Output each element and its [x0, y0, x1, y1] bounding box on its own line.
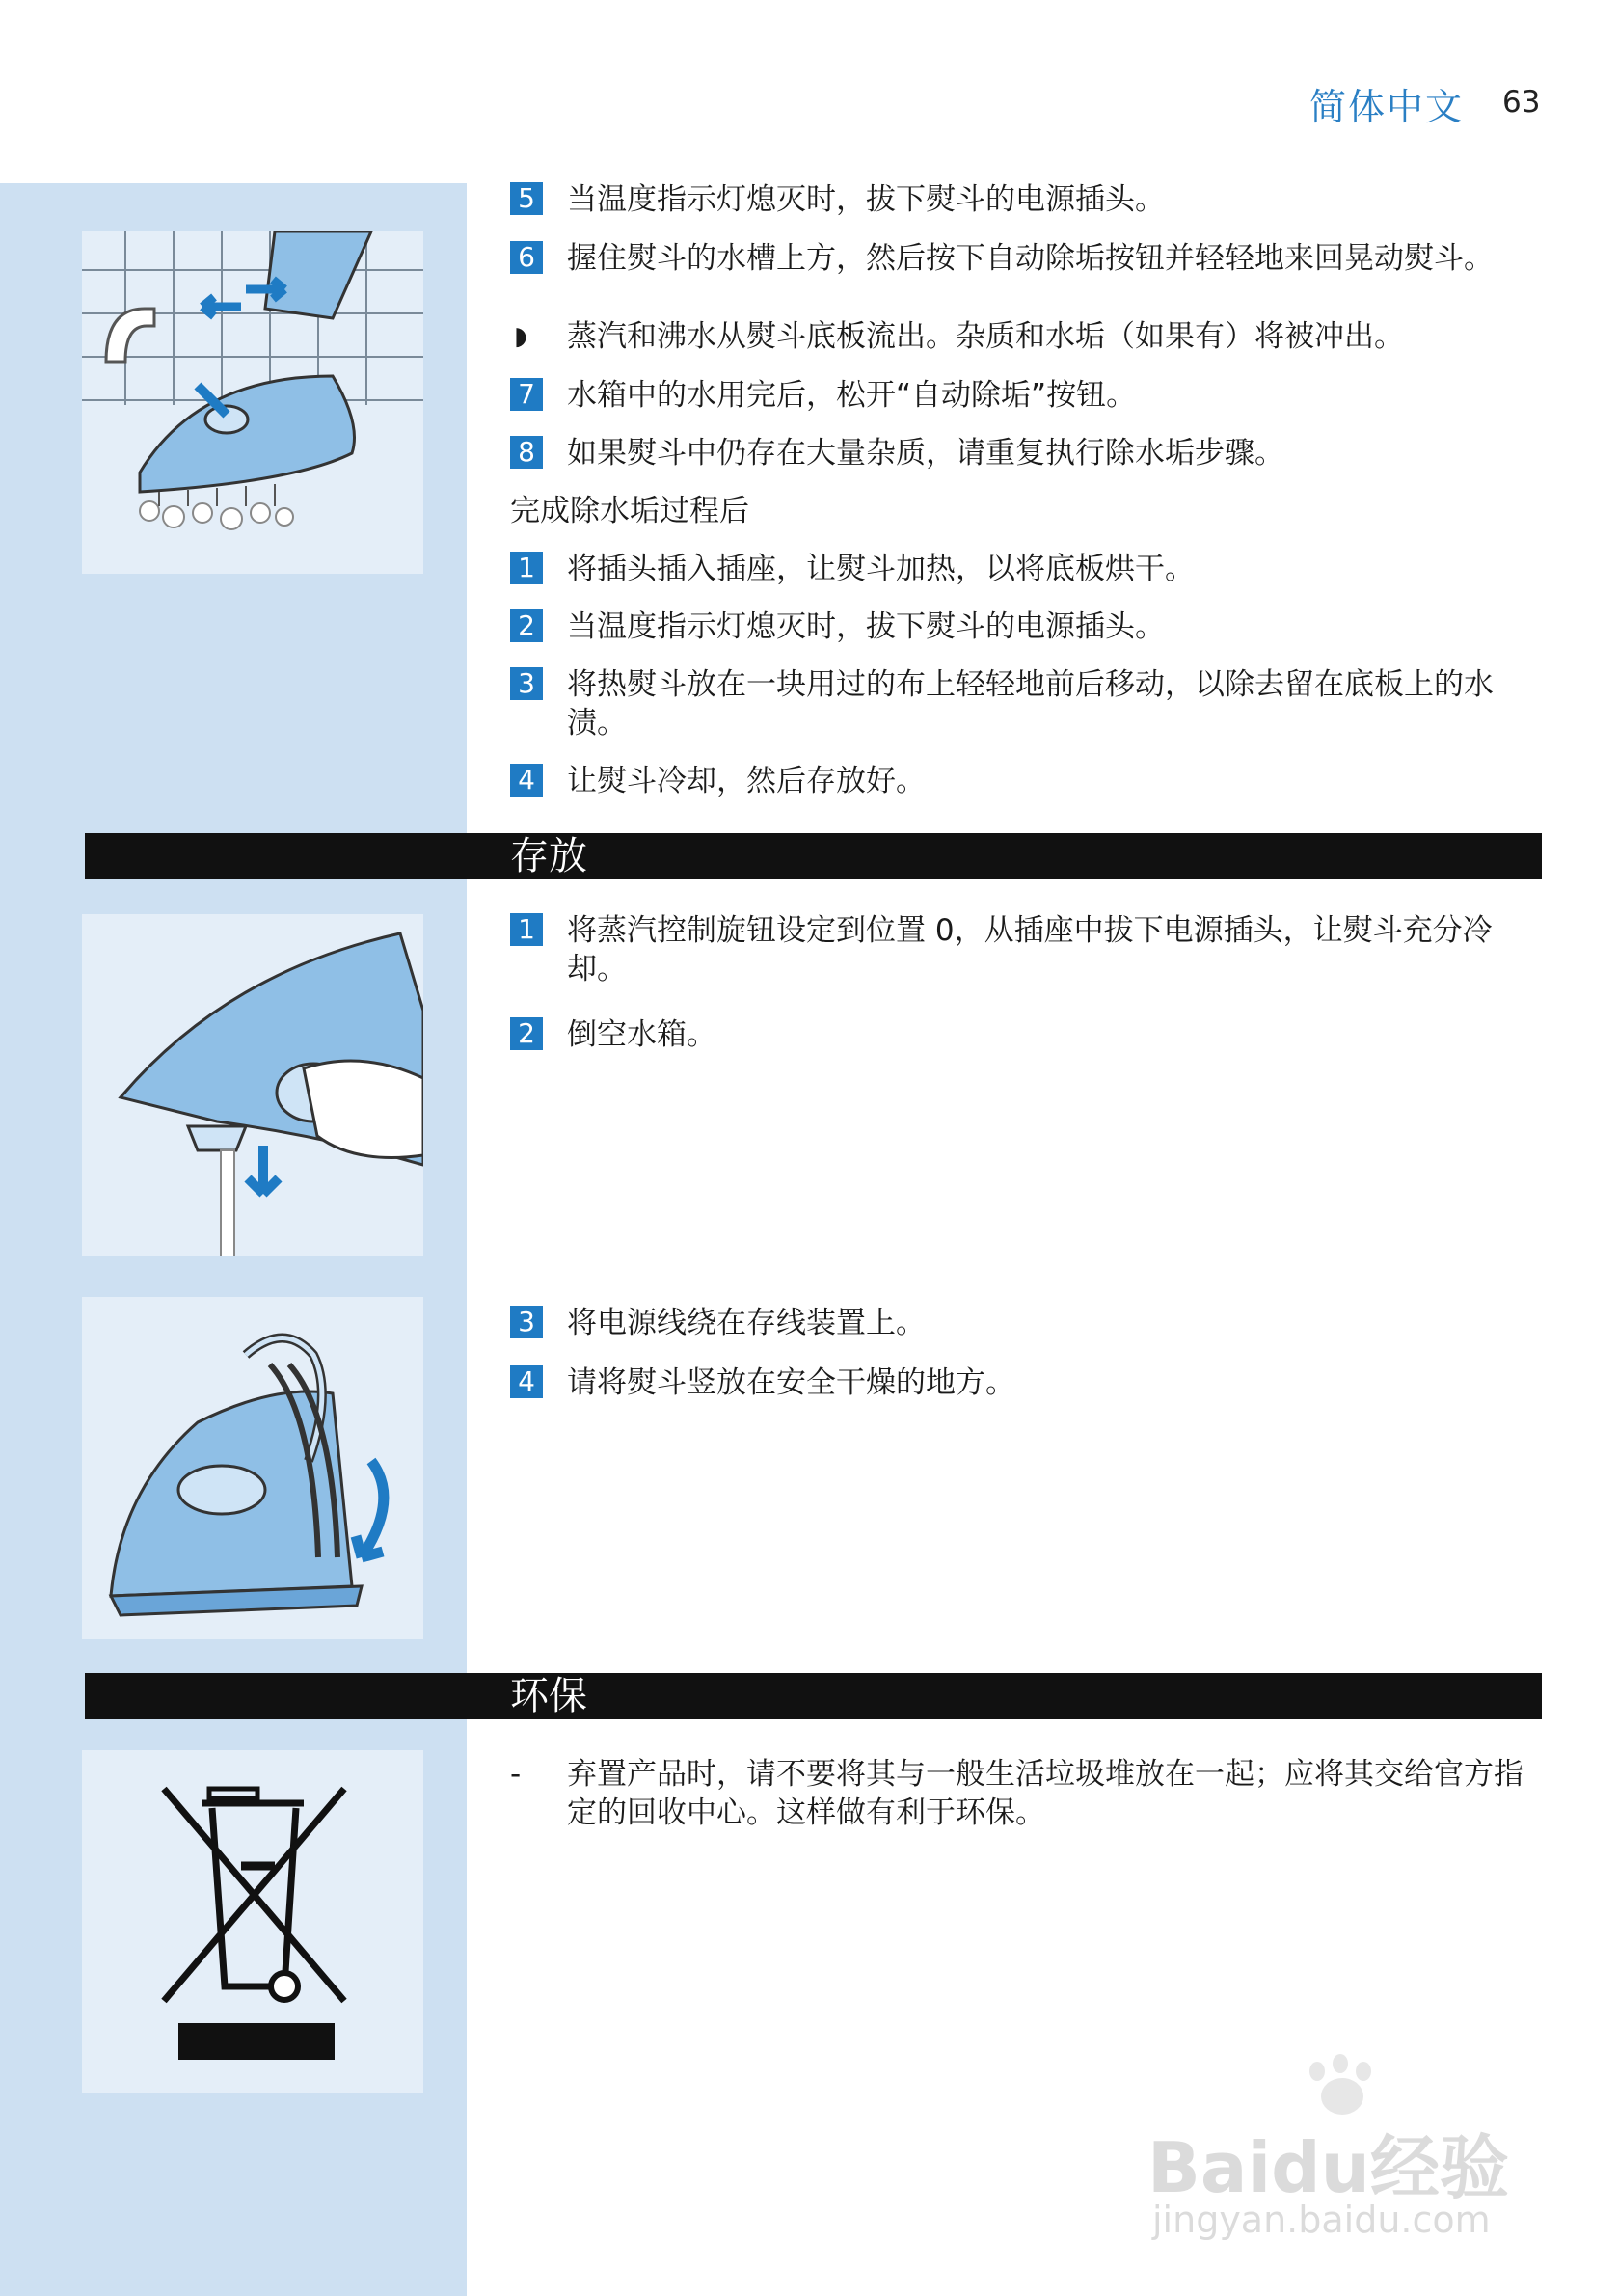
step-text: 如果熨斗中仍存在大量杂质，请重复执行除水垢步骤。 — [567, 436, 1284, 471]
storage-step-4 — [510, 1364, 1542, 1402]
panel-pointer — [423, 235, 464, 266]
step-text: 将热熨斗放在一块用过的布上轻轻地前后移动，以除去留在底板上的水渍。 — [567, 667, 1494, 741]
step-text: 当温度指示灯熄灭时，拔下熨斗的电源插头。 — [567, 182, 1165, 217]
step-number: 3 — [510, 667, 543, 700]
section-title: 环保 — [510, 1674, 587, 1718]
step-number: 7 — [510, 378, 543, 411]
step-number: 8 — [510, 436, 543, 469]
crossed-bin-icon — [82, 1750, 423, 2093]
illustration-empty-tank — [82, 914, 423, 1256]
storage-step-1 — [510, 911, 1542, 988]
step-text: 当温度指示灯熄灭时，拔下熨斗的电源插头。 — [567, 609, 1165, 644]
step-number: 2 — [510, 1017, 543, 1050]
section-bar-storage — [85, 833, 1542, 879]
after-step-1 — [510, 550, 1542, 588]
illustration-descaling — [82, 231, 423, 574]
after-descale-heading: 完成除水垢过程后 — [510, 494, 749, 528]
note-text: 蒸汽和沸水从熨斗底板流出。杂质和水垢（如果有）将被冲出。 — [567, 319, 1404, 354]
step-5 — [510, 180, 1542, 219]
step-text: 请将熨斗竖放在安全干燥的地方。 — [567, 1365, 1015, 1400]
step-text: 让熨斗冷却，然后存放好。 — [567, 764, 926, 798]
step-number: 4 — [510, 764, 543, 797]
storage-step-3 — [510, 1304, 1542, 1342]
step-text: 水箱中的水用完后，松开“自动除垢”按钮。 — [567, 378, 1137, 413]
watermark — [1147, 2054, 1552, 2247]
section-bar-environment — [85, 1673, 1542, 1719]
step-number: 1 — [510, 552, 543, 584]
step-text: 将电源线绕在存线装置上。 — [567, 1306, 926, 1340]
after-step-2 — [510, 608, 1542, 646]
header-language: 简体中文 — [1309, 86, 1465, 128]
bullet-arrow-icon: ◗ — [514, 322, 527, 351]
panel-pointer — [423, 924, 464, 955]
watermark-url: jingyan.baidu.com — [1152, 2199, 1491, 2241]
panel-pointer — [423, 1302, 464, 1333]
after-step-4 — [510, 762, 1542, 800]
step-number: 5 — [510, 182, 543, 215]
step-text: 将插头插入插座，让熨斗加热，以将底板烘干。 — [567, 552, 1195, 586]
step-7 — [510, 376, 1542, 415]
illustration-cord-wrap — [82, 1297, 423, 1639]
dash-bullet: - — [510, 1757, 522, 1792]
step-number: 6 — [510, 241, 543, 274]
result-note — [510, 317, 1542, 356]
step-8 — [510, 434, 1542, 473]
illustration-weee-bin — [82, 1750, 423, 2093]
page-number: 63 — [1502, 85, 1541, 120]
panel-pointer — [423, 1757, 464, 1788]
step-text: 将蒸汽控制旋钮设定到位置 0，从插座中拔下电源插头，让熨斗充分冷却。 — [567, 913, 1493, 986]
watermark-logo: Baidu经验 — [1147, 2127, 1509, 2208]
step-number: 4 — [510, 1365, 543, 1398]
environment-note — [510, 1755, 1542, 1832]
storage-step-2 — [510, 1015, 1542, 1054]
after-step-3 — [510, 665, 1542, 743]
step-text: 倒空水箱。 — [567, 1017, 716, 1052]
section-title: 存放 — [510, 834, 587, 878]
step-text: 握住熨斗的水槽上方，然后按下自动除垢按钮并轻轻地来回晃动熨斗。 — [567, 241, 1494, 276]
step-number: 3 — [510, 1306, 543, 1338]
step-number: 2 — [510, 609, 543, 642]
step-number: 1 — [510, 913, 543, 946]
step-6 — [510, 239, 1542, 278]
environment-text: 弃置产品时，请不要将其与一般生活垃圾堆放在一起；应将其交给官方指定的回收中心。这样做有利于环保。 — [567, 1757, 1524, 1830]
